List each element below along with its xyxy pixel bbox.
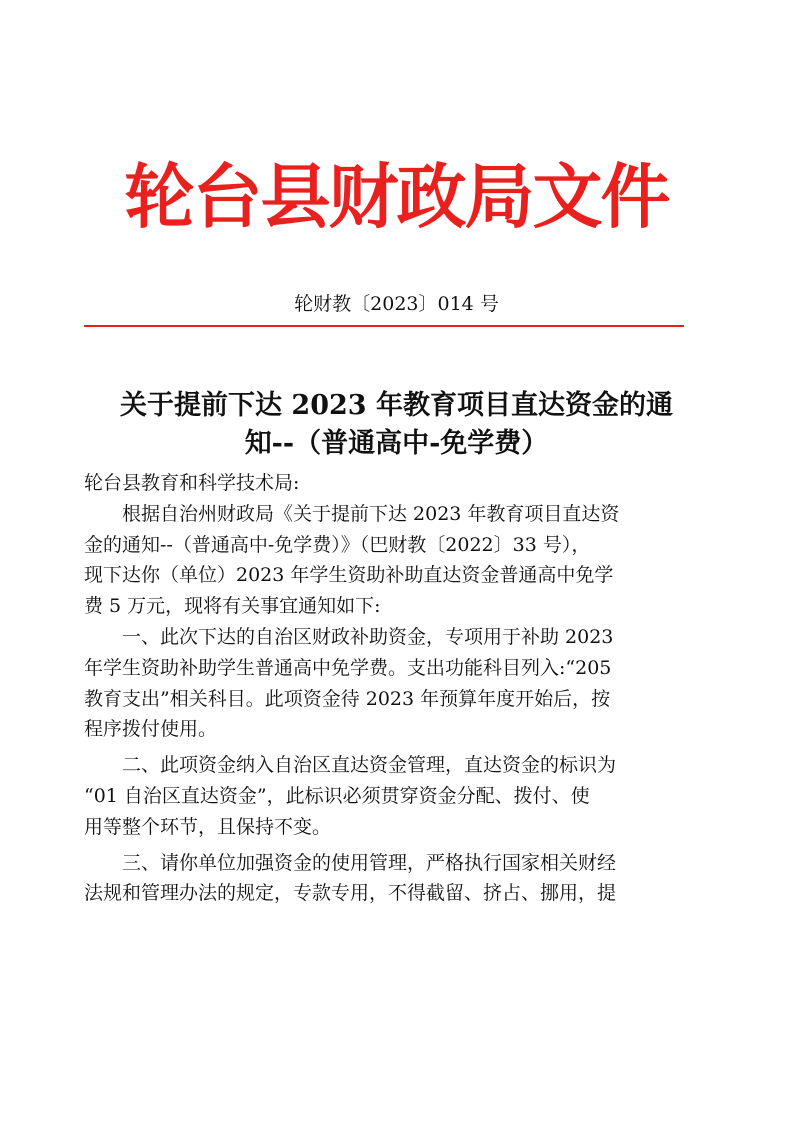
paragraph-intro-line-4: 费 5 万元，现将有关事宜通知如下: bbox=[84, 595, 381, 618]
paragraph-intro-line-2: 金的通知--（普通高中-免学费）》（巴财教〔2022〕33 号）， bbox=[84, 533, 591, 556]
document-title bbox=[84, 387, 709, 463]
paragraph-item3-line-1: 三、请你单位加强资金的使用管理，严格执行国家相关财经 bbox=[122, 851, 617, 874]
paragraph-item1-line-2: 年学生资助补助学生普通高中免学费。支出功能科目列入:“205 bbox=[84, 656, 612, 679]
document-masthead: 轮台县财政局文件 bbox=[124, 155, 669, 238]
title-line-1: 关于提前下达 2023 年教育项目直达资金的通 bbox=[120, 390, 673, 421]
paragraph-item3-line-2: 法规和管理办法的规定，专款专用，不得截留、挤占、挪用，提 bbox=[84, 882, 617, 905]
paragraph-item2-line-2: “01 自治区直达资金”，此标识必须贯穿资金分配、拨付、使 bbox=[84, 784, 590, 807]
paragraph-item1-line-4: 程序拨付使用。 bbox=[84, 718, 218, 741]
title-line-2: 知--（普通高中-免学费） bbox=[244, 428, 549, 459]
document-body bbox=[84, 468, 709, 909]
addressee-line: 轮台县教育和科学技术局: bbox=[84, 472, 300, 494]
paragraph-item1-line-1: 一、此次下达的自治区财政补助资金，专项用于补助 2023 bbox=[122, 625, 614, 648]
paragraph-intro-line-1: 根据自治州财政局《关于提前下达 2023 年教育项目直达资 bbox=[122, 502, 620, 525]
red-divider-line bbox=[84, 325, 684, 327]
paragraph-item2-line-3: 用等整个环节，且保持不变。 bbox=[84, 815, 332, 838]
paragraph-item1-line-3: 教育支出”相关科目。此项资金待 2023 年预算年度开始后，按 bbox=[84, 687, 611, 710]
paragraph-item2-line-1: 二、此项资金纳入自治区直达资金管理，直达资金的标识为 bbox=[122, 754, 617, 777]
document-number: 轮财教〔2023〕014 号 bbox=[294, 293, 499, 315]
paragraph-intro-line-3: 现下达你（单位）2023 年学生资助补助直达资金普通高中免学 bbox=[84, 564, 614, 587]
